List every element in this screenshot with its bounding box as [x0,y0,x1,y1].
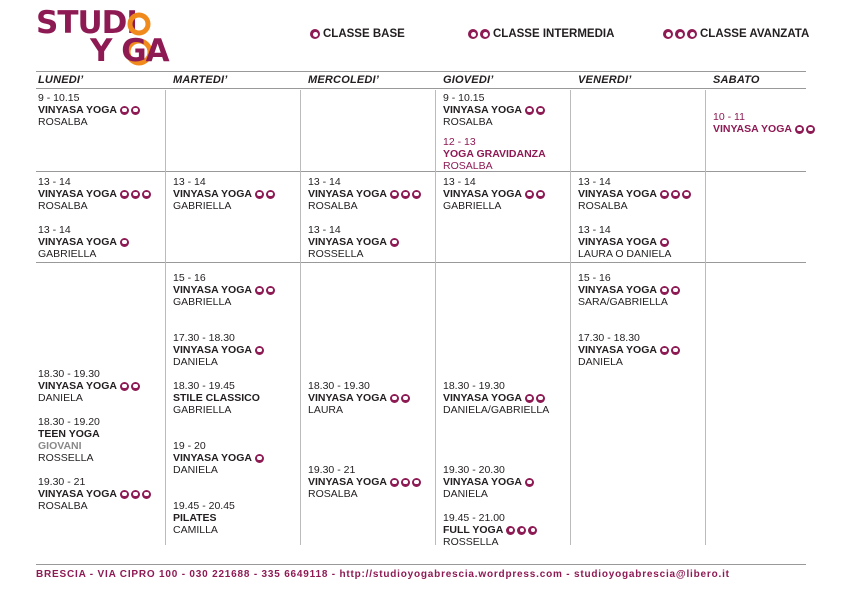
class-name [38,428,100,440]
class-teacher: DANIELA [173,464,218,476]
divider [36,88,806,89]
level-1-icon [255,454,264,463]
class-time: 19.45 - 20.45 [173,500,235,512]
class-entry [578,332,680,368]
class-entry [308,380,410,416]
class-time: 17.30 - 18.30 [578,332,640,344]
class-entry [38,416,100,464]
class-name [173,188,275,200]
class-entry [38,224,129,260]
class-teacher: ROSALBA [38,500,88,512]
class-teacher: GABRIELLA [173,296,232,308]
class-teacher: ROSALBA [38,200,88,212]
class-name [173,512,235,524]
class-name [173,284,275,296]
class-name-text: VINYASA YOGA [38,488,117,500]
level-1-icon [255,346,264,355]
class-teacher: DANIELA [578,356,623,368]
class-name-text: FULL YOGA [443,524,504,536]
level-1-icon [120,238,129,247]
row-divider [36,171,806,172]
class-name [578,344,680,356]
class-time: 18.30 - 19.45 [173,380,235,392]
level-2-icon [255,286,275,295]
column-divider [300,90,301,545]
class-time: 13 - 14 [308,176,341,188]
class-time: 12 - 13 [443,136,476,148]
legend-base [310,28,405,40]
day-header: VENERDI’ [578,74,632,86]
class-teacher: ROSALBA [443,116,493,128]
level-3-icon [390,190,421,199]
legend-label: CLASSE INTERMEDIA [493,28,615,40]
day-header: MARTEDI’ [173,74,228,86]
class-name-text: VINYASA YOGA [578,344,657,356]
legend-intermedia [468,28,614,40]
class-name [173,392,260,404]
class-entry [38,176,151,212]
class-teacher: DANIELA [443,488,488,500]
level-1-icon [525,478,534,487]
class-name-text: STILE CLASSICO [173,392,260,404]
class-name-text: VINYASA YOGA [308,236,387,248]
class-time: 9 - 10.15 [38,92,80,104]
class-entry [173,272,275,308]
class-entry [443,176,545,212]
level-2-icon [390,394,410,403]
class-time: 19.30 - 21 [308,464,356,476]
class-entry [443,380,549,416]
class-entry [578,176,691,212]
class-entry [308,464,421,500]
class-subtitle: GIOVANI [38,440,82,452]
class-name [443,524,537,536]
class-teacher: ROSALBA [308,488,358,500]
class-name [308,476,421,488]
class-entry [38,476,151,512]
class-entry [173,380,260,416]
class-name-text: VINYASA YOGA [38,380,117,392]
column-divider [165,90,166,545]
level-1-icon [390,238,399,247]
class-teacher: LAURA O DANIELA [578,248,672,260]
class-teacher: GABRIELLA [443,200,502,212]
class-teacher: ROSSELLA [443,536,499,548]
level-1-icon [310,29,320,39]
class-time: 18.30 - 19.30 [308,380,370,392]
class-name-text: VINYASA YOGA [443,104,522,116]
class-name-text: VINYASA YOGA [308,476,387,488]
class-name-text: VINYASA YOGA [38,104,117,116]
class-name-text: VINYASA YOGA [38,188,117,200]
class-name-text: TEEN YOGA [38,428,100,440]
class-time: 18.30 - 19.20 [38,416,100,428]
class-name-text: YOGA GRAVIDANZA [443,148,546,160]
level-3-icon [120,490,151,499]
class-teacher: ROSSELLA [38,452,94,464]
class-name-text: VINYASA YOGA [713,123,792,135]
class-name [308,392,410,404]
class-time: 19 - 20 [173,440,206,452]
level-1-icon [660,238,669,247]
class-entry [443,464,534,500]
class-name [578,284,680,296]
class-entry [173,500,235,536]
class-time: 9 - 10.15 [443,92,485,104]
column-divider [705,90,706,545]
class-name [173,452,264,464]
class-entry [578,272,680,308]
class-teacher: GABRIELLA [38,248,97,260]
level-2-icon [660,346,680,355]
class-teacher: ROSALBA [308,200,358,212]
class-name-text: VINYASA YOGA [578,188,657,200]
class-time: 15 - 16 [173,272,206,284]
level-2-icon [120,106,140,115]
logo-line-1: STUDI [36,5,137,41]
class-teacher: ROSALBA [38,116,88,128]
class-time: 13 - 14 [308,224,341,236]
class-entry [443,92,545,128]
class-time: 19.30 - 20.30 [443,464,505,476]
class-name [38,104,140,116]
class-name [38,488,151,500]
class-name-text: VINYASA YOGA [578,236,657,248]
class-name [443,476,534,488]
class-name-text: VINYASA YOGA [308,188,387,200]
level-3-icon [120,190,151,199]
class-teacher: CAMILLA [173,524,218,536]
class-name [443,104,545,116]
class-time: 13 - 14 [38,224,71,236]
level-2-icon [660,286,680,295]
class-time: 18.30 - 19.30 [443,380,505,392]
level-2-icon [255,190,275,199]
logo-line-2: Y GA [90,33,169,69]
class-name [38,188,151,200]
class-entry [443,136,546,172]
day-header: MERCOLEDI’ [308,74,380,86]
level-2-icon [525,190,545,199]
class-name-text: VINYASA YOGA [443,392,522,404]
class-time: 13 - 14 [38,176,71,188]
class-time: 10 - 11 [713,111,745,123]
class-name-text: VINYASA YOGA [578,284,657,296]
class-time: 17.30 - 18.30 [173,332,235,344]
legend-avanzata [663,28,809,40]
footer-contacts: BRESCIA - VIA CIPRO 100 - 030 221688 - 335 6649118 - http://studioyogabrescia.wordpress.com - studioyogabrescia@libero.it [36,569,730,580]
column-divider [570,90,571,545]
legend-label: CLASSE AVANZATA [700,28,810,40]
class-teacher: ROSALBA [443,160,493,172]
class-time: 18.30 - 19.30 [38,368,100,380]
class-entry [713,111,815,135]
level-2-icon [795,125,815,134]
class-entry [38,368,140,404]
class-teacher: GABRIELLA [173,404,232,416]
class-time: 15 - 16 [578,272,611,284]
logo [36,5,196,69]
class-name-text: PILATES [173,512,217,524]
class-time: 13 - 14 [173,176,206,188]
class-entry [308,224,399,260]
class-time: 13 - 14 [443,176,476,188]
class-entry [173,332,264,368]
class-name-text: VINYASA YOGA [308,392,387,404]
row-divider [36,262,806,263]
class-entry [443,512,537,548]
legend-label: CLASSE BASE [323,28,405,40]
class-name [308,236,399,248]
class-name [713,123,815,135]
class-name-text: VINYASA YOGA [443,188,522,200]
class-time: 13 - 14 [578,176,611,188]
class-teacher: ROSALBA [578,200,628,212]
level-2-icon [525,106,545,115]
level-3-icon [663,29,697,39]
level-3-icon [390,478,421,487]
class-name-text: VINYASA YOGA [443,476,522,488]
level-2-icon [120,382,140,391]
class-name [443,188,545,200]
class-name [578,236,671,248]
class-entry [173,176,275,212]
class-name-text: VINYASA YOGA [173,284,252,296]
level-3-icon [660,190,691,199]
class-time: 19.45 - 21.00 [443,512,505,524]
divider [36,564,806,565]
class-name [38,236,129,248]
class-name [443,148,546,160]
column-divider [435,90,436,545]
class-entry [308,176,421,212]
level-2-icon [525,394,545,403]
class-time: 19.30 - 21 [38,476,86,488]
class-name-text: VINYASA YOGA [173,344,252,356]
class-name-text: VINYASA YOGA [173,188,252,200]
class-teacher: DANIELA [38,392,83,404]
class-teacher: DANIELA/GABRIELLA [443,404,550,416]
class-entry [173,440,264,476]
class-name [443,392,549,404]
class-name [308,188,421,200]
class-entry [38,92,140,128]
class-name-text: VINYASA YOGA [38,236,117,248]
class-teacher: ROSSELLA [308,248,364,260]
class-teacher: SARA/GABRIELLA [578,296,668,308]
class-teacher: LAURA [308,404,344,416]
class-teacher: DANIELA [173,356,218,368]
class-name [38,380,140,392]
divider [36,71,806,72]
day-header: LUNEDI’ [38,74,84,86]
class-name [578,188,691,200]
class-name [173,344,264,356]
level-2-icon [468,29,490,39]
class-teacher: GABRIELLA [173,200,232,212]
day-header: GIOVEDI’ [443,74,494,86]
day-header: SABATO [713,74,760,86]
class-entry [578,224,671,260]
level-3-icon [506,526,537,535]
class-name-text: VINYASA YOGA [173,452,252,464]
class-time: 13 - 14 [578,224,611,236]
